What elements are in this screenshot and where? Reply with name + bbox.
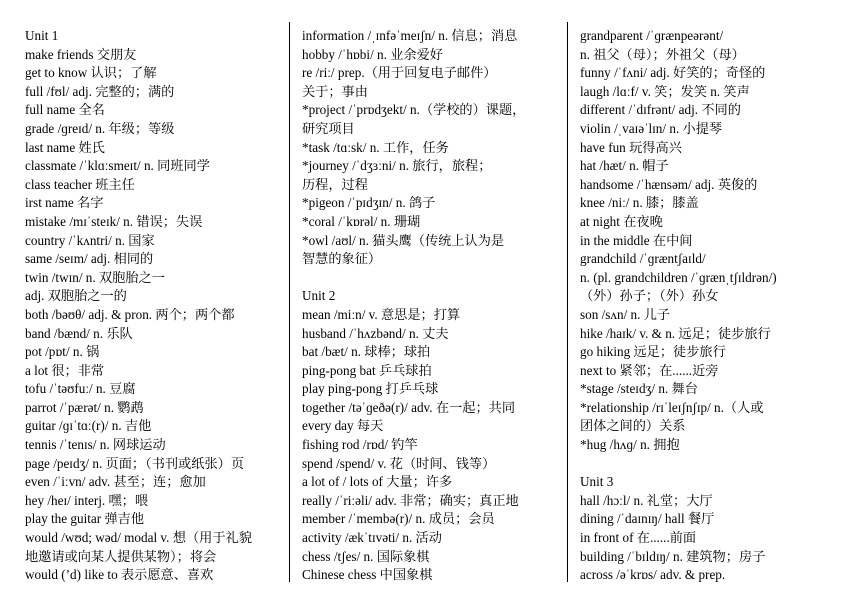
- vocab-entry-line: fishing rod /rɒd/ 钓竿: [302, 437, 418, 453]
- vocab-entry-line: 历程，过程: [302, 176, 368, 192]
- vocab-entry-line: *pigeon /ˈpɪdʒɪn/ n. 鸽子: [302, 195, 436, 211]
- vocab-entry-line: play ping-pong 打乒乓球: [302, 381, 439, 397]
- vocab-entry-line: guitar /ɡɪˈtɑː(r)/ n. 吉他: [25, 418, 152, 434]
- vocab-entry-line: play the guitar 弹吉他: [25, 511, 145, 527]
- vocab-entry-line: different /ˈdɪfrənt/ adj. 不同的: [580, 102, 741, 118]
- vocab-entry-line: class teacher 班主任: [25, 176, 135, 192]
- vocab-entry-line: would (’d) like to 表示愿意、喜欢: [25, 567, 214, 583]
- vocab-entry-line: even /ˈiːvn/ adv. 甚至；连；愈加: [25, 474, 206, 490]
- vocab-entry-line: full /fʊl/ adj. 完整的；满的: [25, 83, 175, 99]
- vocab-entry-line: chess /tʃes/ n. 国际象棋: [302, 548, 430, 564]
- vocab-entry-line: 团体之间的）关系: [580, 418, 686, 434]
- vocab-entry-line: 研究项目: [302, 120, 355, 136]
- vocab-entry-line: 智慧的象征）: [302, 251, 382, 267]
- vocab-entry-line: *relationship /rɪˈleɪʃnʃɪp/ n.（人或: [580, 399, 764, 415]
- vocab-entry-line: twin /twɪn/ n. 双胞胎之一: [25, 269, 165, 285]
- vocab-entry-line: classmate /ˈklɑːsmeɪt/ n. 同班同学: [25, 158, 210, 174]
- unit-heading: Unit 1: [25, 28, 59, 43]
- vocab-entry-line: knee /niː/ n. 膝；膝盖: [580, 195, 699, 211]
- blank-line: [580, 455, 845, 474]
- vocab-entry-line: a lot 很；非常: [25, 362, 105, 378]
- vocab-entry-line: really /ˈriːəli/ adv. 非常；确实；真正地: [302, 492, 519, 508]
- vocab-entry-line: last name 姓氏: [25, 139, 105, 155]
- vocab-entry-line: adj. 双胞胎之一的: [25, 288, 127, 304]
- vocab-entry-line: pot /pɒt/ n. 锅: [25, 344, 100, 360]
- unit-heading: Unit 2: [302, 288, 336, 304]
- vocab-column-1: [25, 27, 283, 585]
- vocab-entry-line: hike /haɪk/ v. & n. 远足；徒步旅行: [580, 325, 771, 341]
- vocab-entry-line: 地邀请或向某人提供某物）；将会: [25, 548, 217, 564]
- vocab-entry-line: make friends 交朋友: [25, 46, 137, 62]
- vocab-entry-line: dining /ˈdaɪnɪŋ/ hall 餐厅: [580, 511, 715, 527]
- vocab-entry-line: n. (pl. grandchildren /ˈɡrænˌtʃɪldrən/): [580, 269, 777, 285]
- vocab-entry-line: go hiking 远足；徒步旅行: [580, 344, 726, 360]
- vocab-entry-line: every day 每天: [302, 418, 384, 434]
- vocab-entry-line: have fun 玩得高兴: [580, 139, 682, 155]
- vocab-entry-line: band /bænd/ n. 乐队: [25, 325, 133, 341]
- vocab-entry-line: re /riː/ prep.（用于回复电子邮件）: [302, 65, 497, 81]
- vocab-entry-line: Chinese chess 中国象棋: [302, 567, 433, 583]
- blank-line: [302, 269, 560, 288]
- vocab-entry-line: *task /tɑːsk/ n. 工作，任务: [302, 139, 449, 155]
- vocab-entry-line: violin /ˌvaɪəˈlɪn/ n. 小提琴: [580, 120, 723, 136]
- vocab-entry-line: *hug /hʌɡ/ n. 拥抱: [580, 437, 680, 453]
- vocab-entry-line: member /ˈmembə(r)/ n. 成员；会员: [302, 511, 495, 527]
- vocab-entry-line: building /ˈbɪldɪŋ/ n. 建筑物；房子: [580, 548, 766, 564]
- vocab-entry-line: bat /bæt/ n. 球棒；球拍: [302, 344, 431, 360]
- vocab-entry-line: irst name 名字: [25, 195, 104, 211]
- vocab-entry-line: together /təˈɡeðə(r)/ adv. 在一起；共同: [302, 399, 516, 415]
- vocab-entry-line: parrot /ˈpærət/ n. 鹦鹉: [25, 399, 144, 415]
- vocab-entry-line: spend /spend/ v. 花（时间、钱等）: [302, 455, 496, 471]
- vocab-entry-line: same /seɪm/ adj. 相同的: [25, 251, 154, 267]
- vocab-entry-line: handsome /ˈhænsəm/ adj. 英俊的: [580, 176, 758, 192]
- vocab-entry-line: 关于；事由: [302, 83, 368, 99]
- vocab-entry-line: a lot of / lots of 大量；许多: [302, 474, 453, 490]
- vocab-entry-line: laugh /lɑːf/ v. 笑；发笑 n. 笑声: [580, 83, 750, 99]
- vocab-entry-line: *project /ˈprɒdʒekt/ n.（学校的）课题，: [302, 102, 526, 118]
- unit-heading: Unit 3: [580, 474, 614, 490]
- column-divider: [289, 22, 290, 582]
- vocab-entry-line: page /peɪdʒ/ n. 页面；（书刊或纸张）页: [25, 455, 245, 471]
- vocab-entry-line: hey /heɪ/ interj. 嘿；喂: [25, 492, 149, 508]
- vocab-entry-line: in the middle 在中间: [580, 232, 693, 248]
- vocab-entry-line: in front of 在......前面: [580, 530, 697, 546]
- vocab-entry-line: *owl /aʊl/ n. 猫头鹰（传统上认为是: [302, 232, 505, 248]
- vocab-entry-line: ping-pong bat 乒乓球拍: [302, 362, 432, 378]
- vocab-entry-line: mean /miːn/ v. 意思是；打算: [302, 306, 461, 322]
- column-divider: [567, 22, 568, 582]
- vocab-entry-line: tennis /ˈtenɪs/ n. 网球运动: [25, 437, 166, 453]
- vocab-entry-line: hobby /ˈhɒbi/ n. 业余爱好: [302, 46, 443, 62]
- vocab-entry-line: information /ˌɪnfəˈmeɪʃn/ n. 信息；消息: [302, 28, 518, 43]
- vocab-entry-line: would /wʊd; wəd/ modal v. 想（用于礼貌: [25, 530, 252, 546]
- vocab-entry-line: mistake /mɪˈsteɪk/ n. 错误；失误: [25, 213, 203, 229]
- vocab-entry-line: across /əˈkrɒs/ adv. & prep.: [580, 567, 726, 583]
- vocab-entry-line: full name 全名: [25, 102, 105, 118]
- vocab-entry-line: *stage /steɪdʒ/ n. 舞台: [580, 381, 698, 397]
- vocab-entry-line: husband /ˈhʌzbənd/ n. 丈夫: [302, 325, 449, 341]
- vocab-entry-line: grandchild /ˈɡræntʃaɪld/: [580, 251, 706, 267]
- vocab-entry-line: son /sʌn/ n. 儿子: [580, 306, 671, 322]
- vocab-entry-line: funny /ˈfʌni/ adj. 好笑的；奇怪的: [580, 65, 766, 81]
- vocab-entry-line: *coral /ˈkɒrəl/ n. 珊瑚: [302, 213, 421, 229]
- vocab-entry-line: tofu /ˈtəʊfuː/ n. 豆腐: [25, 381, 136, 397]
- vocab-entry-line: grade /ɡreɪd/ n. 年级；等级: [25, 120, 175, 136]
- vocab-entry-line: n. 祖父（母）；外祖父（母）: [580, 46, 745, 62]
- vocab-entry-line: *journey /ˈdʒɜːni/ n. 旅行，旅程；: [302, 158, 492, 174]
- vocab-entry-line: hall /hɔːl/ n. 礼堂；大厅: [580, 492, 713, 508]
- vocab-entry-line: at night 在夜晚: [580, 213, 663, 229]
- vocab-entry-line: both /bəʊθ/ adj. & pron. 两个；两个都: [25, 306, 235, 322]
- vocab-column-3: [580, 27, 845, 585]
- vocab-entry-line: country /ˈkʌntri/ n. 国家: [25, 232, 155, 248]
- vocab-entry-line: hat /hæt/ n. 帽子: [580, 158, 669, 174]
- vocab-entry-line: grandparent /ˈɡrænpeərənt/: [580, 28, 724, 43]
- vocab-column-2: [302, 27, 560, 585]
- vocab-entry-line: next to 紧邻；在......近旁: [580, 362, 719, 378]
- vocab-entry-line: activity /ækˈtɪvəti/ n. 活动: [302, 530, 442, 546]
- vocab-entry-line: （外）孙子；（外）孙女: [580, 288, 719, 304]
- vocab-entry-line: get to know 认识；了解: [25, 65, 157, 81]
